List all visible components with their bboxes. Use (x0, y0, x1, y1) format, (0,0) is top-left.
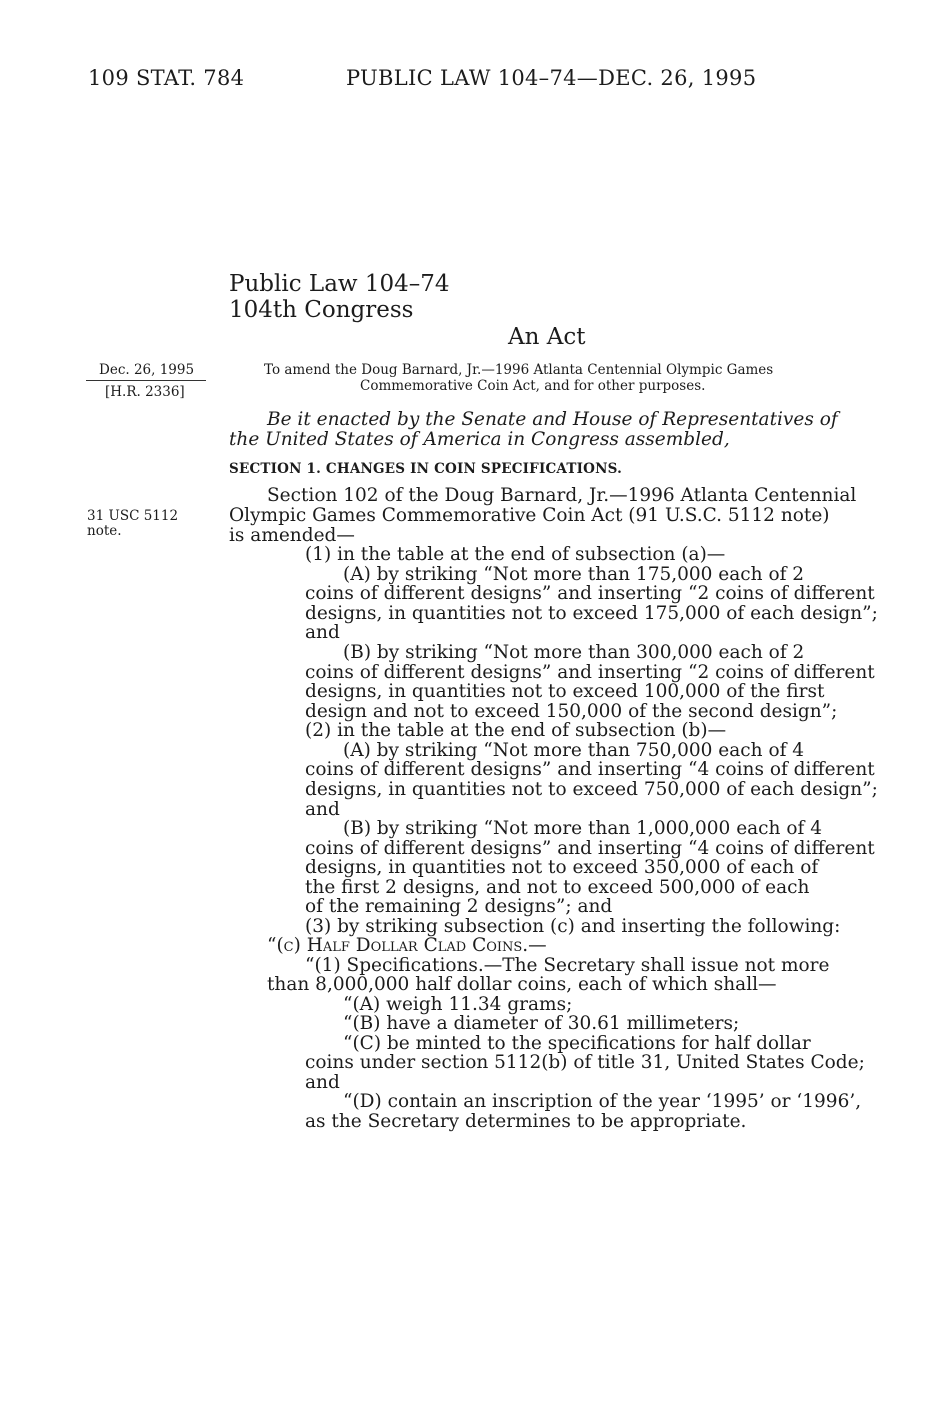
body-line: design and not to exceed 150,000 of the second design”; (305, 701, 838, 722)
body-line: (B) by striking “Not more than 1,000,000 each of 4 (343, 818, 822, 839)
body-line: coins under section 5112(b) of title 31, United States Code; (305, 1052, 865, 1073)
body-line: designs, in quantities not to exceed 175,000 of each design”; (305, 603, 878, 624)
body-line: and (305, 1072, 340, 1093)
body-line: and (305, 799, 340, 820)
body-line: is amended— (229, 525, 355, 546)
body-line: (1) in the table at the end of subsection (a)— (305, 544, 726, 565)
congress-title: 104th Congress (229, 297, 414, 323)
body-line: than 8,000,000 half dollar coins, each of which shall— (267, 974, 777, 995)
page-number-header: 109 STAT. 784 (88, 66, 245, 90)
public-law-title: Public Law 104–74 (229, 271, 450, 297)
running-title-header: PUBLIC LAW 104–74—DEC. 26, 1995 (346, 66, 757, 90)
body-line: of the remaining 2 designs”; and (305, 896, 613, 917)
body-line: designs, in quantities not to exceed 750,000 of each design”; (305, 779, 878, 800)
body-line: “(B) have a diameter of 30.61 millimeters; (343, 1013, 740, 1034)
body-line: the first 2 designs, and not to exceed 500,000 of each (305, 877, 810, 898)
body-line: coins of different designs” and inserting “2 coins of different (305, 662, 875, 683)
body-line: “(1) Specifications.—The Secretary shall issue not more (305, 955, 830, 976)
enacting-clause-line-2: the United States of America in Congress assembled, (229, 429, 730, 450)
body-line: Section 102 of the Doug Barnard, Jr.—1996 Atlanta Centennial (267, 485, 857, 506)
body-line: (B) by striking “Not more than 300,000 each of 2 (343, 642, 805, 663)
body-line: “(C) be minted to the specifications for half dollar (343, 1033, 811, 1054)
purpose-line-1: To amend the Doug Barnard, Jr.—1996 Atlanta Centennial Olympic Games (264, 362, 774, 378)
body-line: (3) by striking subsection (c) and inserting the following: (305, 916, 841, 937)
purpose-line-2: Commemorative Coin Act, and for other purposes. (360, 378, 706, 394)
enacting-clause-line-1: Be it enacted by the Senate and House of Representatives of (267, 409, 838, 430)
margin-rule (86, 380, 206, 381)
body-line: coins of different designs” and inserting “4 coins of different (305, 838, 875, 859)
body-line: designs, in quantities not to exceed 350,000 of each of (305, 857, 819, 878)
body-line: coins of different designs” and inserting “2 coins of different (305, 583, 875, 604)
margin-usc-note: note. (87, 523, 122, 539)
body-line: designs, in quantities not to exceed 100,000 of the first (305, 681, 825, 702)
body-line: “(A) weigh 11.34 grams; (343, 994, 573, 1015)
body-line: “(c) Half Dollar Clad Coins.— (267, 935, 547, 956)
margin-usc-citation: 31 USC 5112 (87, 508, 179, 524)
body-line: (2) in the table at the end of subsection (b)— (305, 720, 727, 741)
body-line: Olympic Games Commemorative Coin Act (91 U.S.C. 5112 note) (229, 505, 830, 526)
margin-bill-number: [H.R. 2336] (105, 384, 185, 400)
an-act-heading: An Act (508, 324, 586, 350)
body-line: coins of different designs” and inserting “4 coins of different (305, 759, 875, 780)
body-line: and (305, 622, 340, 643)
margin-date: Dec. 26, 1995 (99, 362, 195, 378)
body-line: (A) by striking “Not more than 750,000 each of 4 (343, 740, 805, 761)
body-line: (A) by striking “Not more than 175,000 each of 2 (343, 564, 805, 585)
section-1-heading: SECTION 1. CHANGES IN COIN SPECIFICATIONS. (229, 461, 622, 477)
body-line: as the Secretary determines to be appropriate. (305, 1111, 747, 1132)
body-line: “(D) contain an inscription of the year ‘1995’ or ‘1996’, (343, 1091, 862, 1112)
